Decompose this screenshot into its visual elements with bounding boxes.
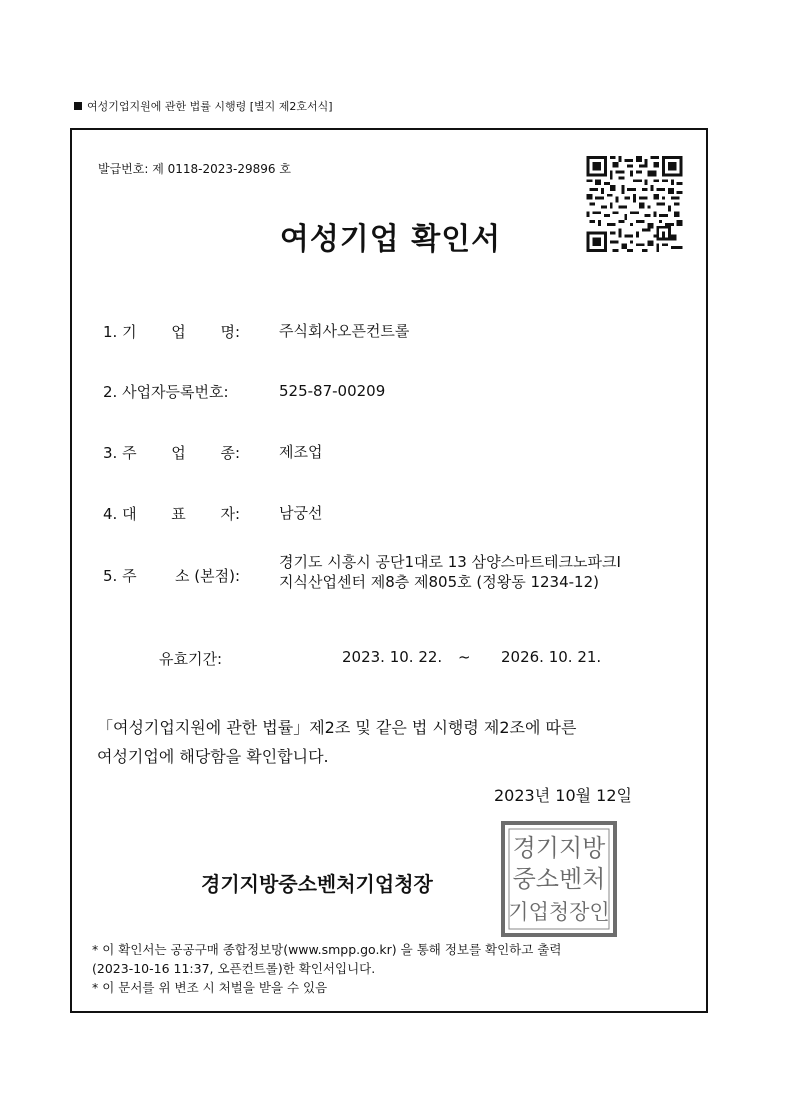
company-label: 1. 기 업 명:	[103, 323, 240, 341]
industry-label: 3. 주 업 종:	[103, 444, 240, 462]
address-label: 5. 주 소 (본점):	[103, 567, 240, 585]
note-line: (2023-10-16 11:37, 오픈컨트롤)한 확인서입니다.	[92, 961, 376, 976]
company-value: 주식회사오픈컨트롤	[279, 322, 410, 340]
address-value	[279, 552, 621, 592]
official-seal-icon	[500, 820, 618, 938]
registration-label: 2. 사업자등록번호:	[103, 383, 229, 401]
representative-value: 남궁선	[279, 504, 323, 522]
issue-number: 발급번호: 제 0118-2023-29896 호	[98, 162, 291, 176]
note-line: * 이 문서를 위 변조 시 처벌을 받을 수 있음	[92, 980, 328, 995]
representative-label: 4. 대 표 자:	[103, 505, 240, 523]
validity-start: 2023. 10. 22.	[342, 648, 443, 666]
document-title: 여성기업 확인서	[279, 222, 502, 257]
industry-value: 제조업	[279, 443, 323, 461]
notes	[92, 940, 561, 997]
confirmation-statement: 「여성기업지원에 관한 법률」제2조 및 같은 법 시행령 제2조에 따른 여성기업에 해당함을 확인합니다.	[97, 718, 577, 766]
registration-value: 525-87-00209	[279, 382, 386, 400]
seal-line-2: 중소벤처	[512, 865, 606, 893]
seal-line-3: 기업청장인	[508, 900, 610, 924]
issuer-name: 경기지방중소벤처기업청장	[201, 872, 433, 896]
validity-end: 2026. 10. 21.	[501, 648, 602, 666]
validity-label: 유효기간:	[159, 650, 223, 668]
form-reference: 여성기업지원에 관한 법률 시행령 [별지 제2호서식]	[74, 98, 333, 114]
address-line-2: 지식산업센터 제8층 제805호 (정왕동 1234-12)	[279, 573, 599, 591]
seal-line-1: 경기지방	[512, 834, 606, 862]
note-line: * 이 확인서는 공공구매 종합정보망(www.smpp.go.kr) 을 통해 정보를 확인하고 출력	[92, 942, 562, 957]
square-bullet-icon	[74, 102, 82, 110]
address-line-1: 경기도 시흥시 공단1대로 13 삼양스마트테크노파크I	[279, 553, 621, 571]
issue-date: 2023년 10월 12일	[494, 786, 632, 805]
validity-separator: ~	[458, 648, 471, 666]
